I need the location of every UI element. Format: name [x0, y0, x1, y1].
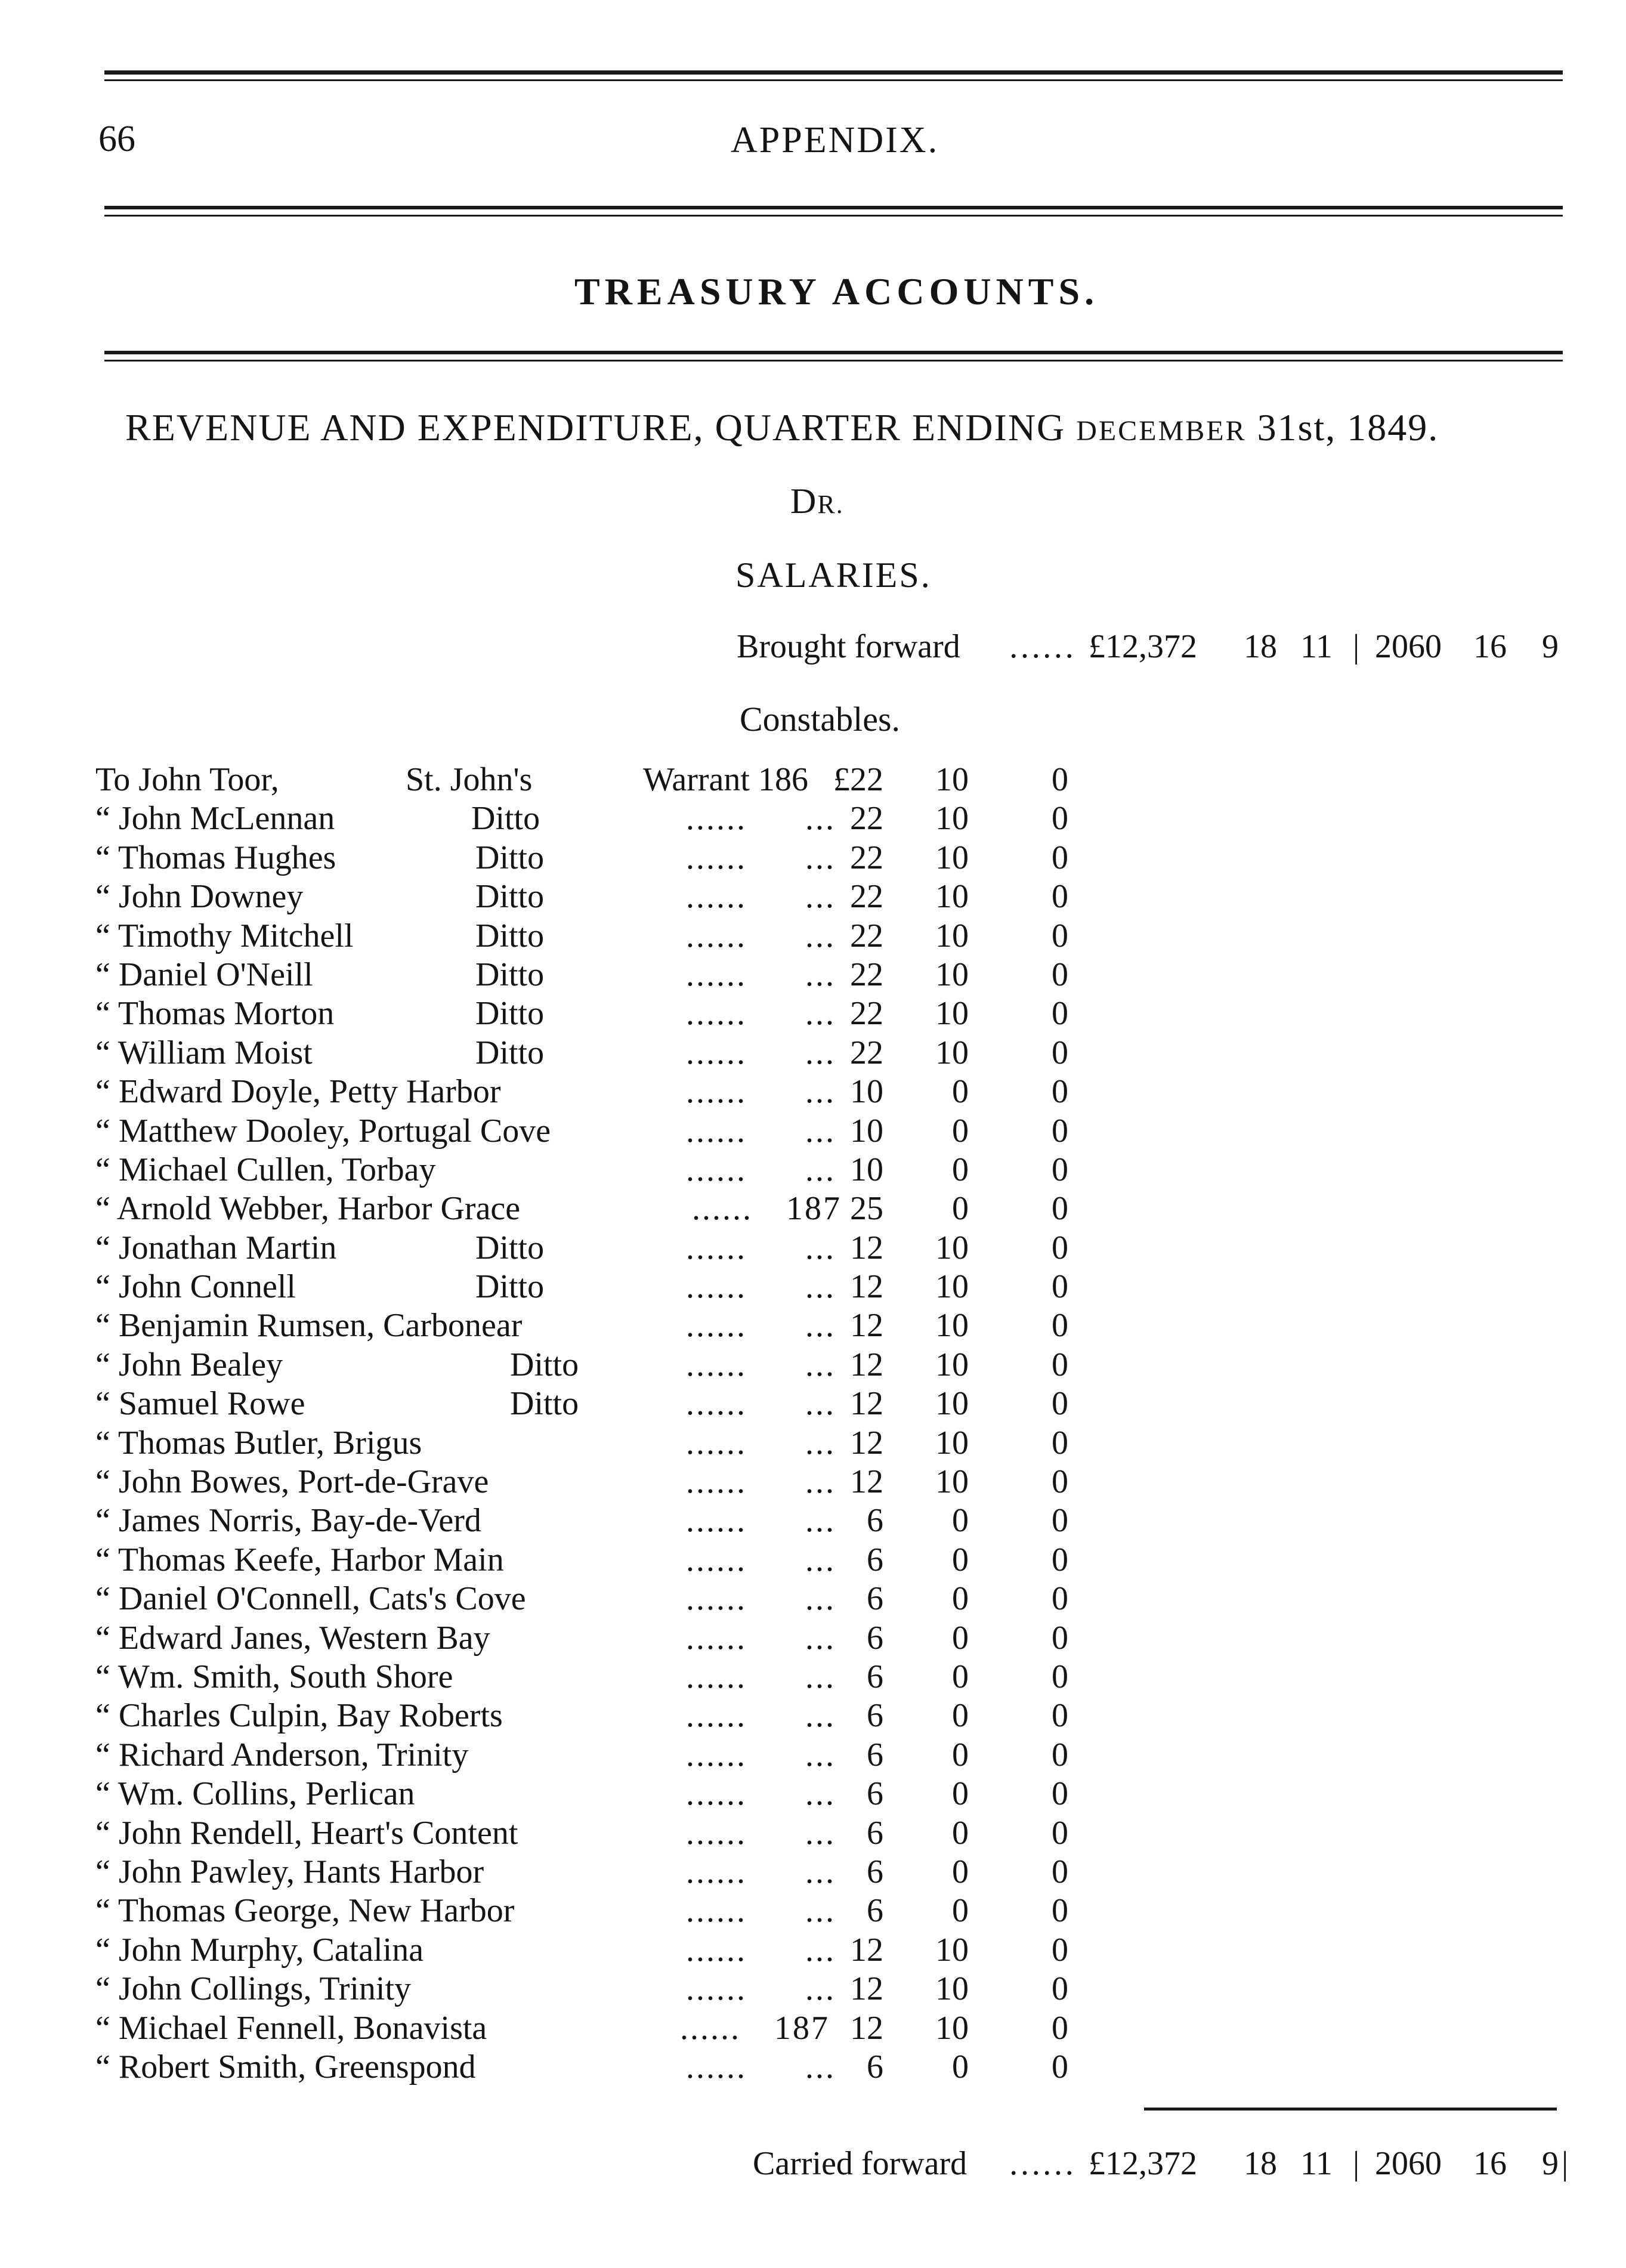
- entry-pence: 0: [1052, 2048, 1068, 2085]
- entry-pounds: 12: [850, 1970, 883, 2008]
- entry-pence: 0: [1052, 1151, 1068, 1188]
- entry-ellipsis: ...: [805, 1424, 836, 1461]
- entry-pence: 0: [1052, 1658, 1068, 1695]
- entry-name: “ John Bealey: [95, 1346, 283, 1383]
- entry-ellipsis: ...: [805, 1931, 836, 1969]
- entry-dots: ......: [686, 878, 747, 916]
- entry-shillings: 10: [935, 878, 969, 916]
- entry-ellipsis: ...: [805, 878, 836, 916]
- entry-name: “ John Murphy, Catalina: [95, 1931, 424, 1969]
- ledger-row: [0, 1073, 1626, 1111]
- entry-shillings: 10: [935, 2009, 969, 2047]
- entry-ellipsis: ...: [805, 1073, 836, 1111]
- carried-forward-shillings: 18: [1244, 2145, 1277, 2182]
- ledger-row: [0, 799, 1626, 838]
- ledger-row: [0, 1034, 1626, 1073]
- entry-pounds: 6: [867, 1541, 883, 1578]
- entry-location: Ditto: [475, 917, 545, 954]
- entry-dots: ......: [686, 956, 747, 993]
- ledger-row: [0, 1306, 1626, 1345]
- entry-shillings: 10: [935, 1307, 969, 1345]
- entry-dots: ......: [686, 1697, 747, 1735]
- entry-ellipsis: ...: [805, 1775, 836, 1813]
- entry-pence: 0: [1052, 761, 1068, 798]
- ledger-row: [0, 1385, 1626, 1423]
- entry-name: “ Michael Cullen, Torbay: [95, 1151, 436, 1188]
- entry-name: “ Charles Culpin, Bay Roberts: [95, 1697, 503, 1735]
- entry-shillings: 10: [935, 1385, 969, 1423]
- ledger-row: [0, 2048, 1626, 2087]
- entry-pounds: 22: [850, 995, 883, 1033]
- ledger-row: [0, 1892, 1626, 1930]
- entry-dots: ......: [692, 1190, 753, 1228]
- entry-pounds: 25: [850, 1190, 883, 1228]
- entry-ellipsis: ...: [805, 1151, 836, 1188]
- entry-name: “ Thomas George, New Harbor: [95, 1892, 515, 1930]
- ledger-row: [0, 1501, 1626, 1540]
- ledger-row: [0, 1658, 1626, 1697]
- entry-shillings: 0: [952, 1697, 969, 1735]
- entry-pence: 0: [1052, 1736, 1068, 1773]
- entry-name: “ John Collings, Trinity: [95, 1970, 412, 2008]
- entry-dots: ......: [686, 1970, 747, 2008]
- entry-pence: 0: [1052, 1463, 1068, 1501]
- entry-dots: ......: [686, 839, 747, 876]
- entry-pence: 0: [1052, 839, 1068, 876]
- entry-name: “ Thomas Morton: [95, 995, 335, 1033]
- entry-pounds: 6: [867, 1892, 883, 1930]
- ledger-row: [0, 1541, 1626, 1580]
- heading-month: DECEMBER: [1076, 415, 1247, 447]
- ledger-row: [0, 761, 1626, 799]
- heading-main: REVENUE AND EXPENDITURE, QUARTER ENDING: [125, 406, 1066, 449]
- ledger-row: [0, 956, 1626, 994]
- entry-shillings: 0: [952, 1736, 969, 1773]
- entry-pounds: 6: [867, 2048, 883, 2085]
- entry-shillings: 0: [952, 1502, 969, 1540]
- entry-ellipsis: ...: [805, 1619, 836, 1657]
- entry-pence: 0: [1052, 1502, 1068, 1540]
- entry-name: “ James Norris, Bay-de-Verd: [95, 1502, 481, 1540]
- entry-dots: ......: [686, 1229, 747, 1266]
- revenue-expenditure-heading: [125, 406, 1439, 450]
- entry-ellipsis: ...: [805, 917, 836, 954]
- brought-forward-label: Brought forward: [737, 628, 960, 665]
- entry-name: “ Thomas Keefe, Harbor Main: [95, 1541, 504, 1578]
- entry-pence: 0: [1052, 1970, 1068, 2008]
- ledger-row: [0, 1853, 1626, 1892]
- entry-name: “ Daniel O'Neill: [95, 956, 313, 993]
- entry-shillings: 10: [935, 1346, 969, 1383]
- debit-side-label: [790, 481, 844, 522]
- ledger-row: [0, 1268, 1626, 1306]
- entry-shillings: 0: [952, 2048, 969, 2085]
- entry-ellipsis: ...: [805, 1853, 836, 1890]
- entry-pence: 0: [1052, 1892, 1068, 1930]
- entry-ellipsis: ...: [805, 1034, 836, 1071]
- entry-shillings: 10: [935, 995, 969, 1033]
- entry-shillings: 10: [935, 1424, 969, 1461]
- entry-dots: ......: [686, 1502, 747, 1540]
- entry-pence: 0: [1052, 1034, 1068, 1071]
- entry-dots: ......: [686, 1034, 747, 1071]
- entry-dots: ......: [686, 1307, 747, 1345]
- entry-shillings: 0: [952, 1073, 969, 1111]
- entry-pence: 0: [1052, 1268, 1068, 1306]
- entry-pence: 0: [1052, 1619, 1068, 1657]
- entry-shillings: 10: [935, 1931, 969, 1969]
- entry-name: “ Daniel O'Connell, Cats's Cove: [95, 1580, 526, 1618]
- entry-dots: ......: [686, 1112, 747, 1150]
- entry-pounds: 6: [867, 1502, 883, 1540]
- carried-forward-pence: 11: [1300, 2145, 1333, 2182]
- entry-shillings: 10: [935, 761, 969, 798]
- entry-shillings: 0: [952, 1112, 969, 1150]
- entry-ellipsis: ...: [805, 1814, 836, 1852]
- entry-name: To John Toor,: [95, 761, 279, 798]
- brought-forward-row: [0, 628, 1626, 675]
- entry-dots: ......: [686, 1424, 747, 1461]
- entry-dots: ......: [686, 1151, 747, 1188]
- entry-ellipsis: ...: [805, 956, 836, 993]
- entry-pence: 0: [1052, 1307, 1068, 1345]
- entry-pounds: 6: [867, 1814, 883, 1852]
- ledger-row: [0, 1189, 1626, 1228]
- ledger-row: [0, 917, 1626, 956]
- brought-forward-separator: |: [1353, 628, 1360, 665]
- entry-pounds: 22: [850, 839, 883, 876]
- entry-pence: 0: [1052, 1697, 1068, 1735]
- entry-pounds: 6: [867, 1658, 883, 1695]
- carried-forward-label: Carried forward: [753, 2145, 967, 2182]
- ledger-row: [0, 877, 1626, 916]
- entry-shillings: 0: [952, 1151, 969, 1188]
- entry-location: Ditto: [510, 1385, 579, 1423]
- entry-pounds: 22: [850, 1034, 883, 1071]
- entry-ellipsis: ...: [805, 1970, 836, 2008]
- entry-dots: ......: [680, 2009, 741, 2047]
- brought-forward-second-shillings: 16: [1473, 628, 1507, 665]
- entry-name: “ William Moist: [95, 1034, 313, 1071]
- entry-pence: 0: [1052, 1814, 1068, 1852]
- entry-name: “ Thomas Hughes: [95, 839, 336, 876]
- entry-shillings: 0: [952, 1814, 969, 1852]
- entry-location: Ditto: [471, 800, 540, 838]
- ledger-row: [0, 1970, 1626, 2009]
- entry-pence: 0: [1052, 1853, 1068, 1890]
- carried-forward-second-total: 2060: [1375, 2145, 1442, 2182]
- entry-pence: 0: [1052, 1424, 1068, 1461]
- entry-name: “ Edward Janes, Western Bay: [95, 1619, 490, 1657]
- ledger-row: [0, 1775, 1626, 1813]
- entry-dots: ......: [686, 1892, 747, 1930]
- entry-shillings: 0: [952, 1580, 969, 1618]
- entry-ellipsis: ...: [805, 1307, 836, 1345]
- entry-pounds: 12: [850, 1307, 883, 1345]
- title-rule-thick: [104, 351, 1563, 354]
- entry-name: “ Timothy Mitchell: [95, 917, 354, 954]
- entry-shillings: 10: [935, 917, 969, 954]
- entry-warrant: Warrant 186: [643, 761, 808, 798]
- entry-dots: ......: [686, 1853, 747, 1890]
- entry-shillings: 10: [935, 839, 969, 876]
- entry-ellipsis: ...: [805, 1736, 836, 1773]
- title-rule-thin: [104, 360, 1563, 361]
- entry-dots: ......: [686, 1541, 747, 1578]
- entry-dots: ......: [686, 1736, 747, 1773]
- entry-pounds: 22: [850, 956, 883, 993]
- entry-name: “ John Bowes, Port-de-Grave: [95, 1463, 489, 1501]
- entry-pounds: 22: [850, 800, 883, 838]
- carried-forward-second-shillings: 16: [1473, 2145, 1507, 2182]
- entry-shillings: 0: [952, 1658, 969, 1695]
- entry-dots: ......: [686, 995, 747, 1033]
- entry-shillings: 10: [935, 1970, 969, 2008]
- brought-forward-leader: ……: [1008, 628, 1075, 665]
- entry-pounds: 12: [850, 1229, 883, 1266]
- entry-pence: 0: [1052, 1190, 1068, 1228]
- head-rule-thick: [104, 206, 1563, 209]
- ledger-row: [0, 1736, 1626, 1775]
- carried-forward-leader: ……: [1008, 2145, 1075, 2182]
- entry-ellipsis: ...: [805, 839, 836, 876]
- entry-dots: ......: [686, 1814, 747, 1852]
- entry-pounds: 10: [850, 1151, 883, 1188]
- brought-forward-pence: 11: [1300, 628, 1333, 665]
- ledger-row: [0, 994, 1626, 1033]
- entry-name: “ John Downey: [95, 878, 304, 916]
- ledger-row: [0, 1424, 1626, 1463]
- section-title: TREASURY ACCOUNTS.: [574, 270, 1099, 313]
- entry-pounds: 6: [867, 1853, 883, 1890]
- entry-pounds: 6: [867, 1697, 883, 1735]
- carried-forward-trailing-separator: |: [1562, 2145, 1569, 2182]
- heading-year: 1849.: [1347, 406, 1439, 449]
- entry-pence: 0: [1052, 995, 1068, 1033]
- entry-shillings: 0: [952, 1619, 969, 1657]
- entry-dots: ......: [686, 917, 747, 954]
- entry-pence: 0: [1052, 1541, 1068, 1578]
- entry-pence: 0: [1052, 1931, 1068, 1969]
- entry-shillings: 10: [935, 1229, 969, 1266]
- entry-name: “ Michael Fennell, Bonavista: [95, 2009, 487, 2047]
- entry-pounds: 12: [850, 1424, 883, 1461]
- entry-pounds: 6: [867, 1775, 883, 1813]
- entry-location: Ditto: [475, 878, 545, 916]
- entry-dots: ......: [686, 1931, 747, 1969]
- entry-ellipsis: ...: [805, 1697, 836, 1735]
- entry-dots: ......: [686, 1268, 747, 1306]
- entry-dots: ......: [686, 1775, 747, 1813]
- entry-shillings: 0: [952, 1775, 969, 1813]
- entry-pence: 0: [1052, 878, 1068, 916]
- entry-ellipsis: ...: [805, 1502, 836, 1540]
- entry-pounds: 12: [850, 1268, 883, 1306]
- entry-pounds: 6: [867, 1736, 883, 1773]
- entry-dots: ......: [686, 800, 747, 838]
- entry-pounds: 12: [850, 1346, 883, 1383]
- entry-shillings: 10: [935, 956, 969, 993]
- ledger-row: [0, 1463, 1626, 1501]
- entry-ellipsis: ...: [805, 2048, 836, 2085]
- entry-name: “ Jonathan Martin: [95, 1229, 337, 1266]
- entry-ellipsis: 187: [786, 1190, 842, 1228]
- entry-name: “ Benjamin Rumsen, Carbonear: [95, 1307, 523, 1345]
- entry-shillings: 0: [952, 1892, 969, 1930]
- entry-location: St. John's: [406, 761, 533, 798]
- entry-shillings: 0: [952, 1541, 969, 1578]
- ledger-row: [0, 1814, 1626, 1853]
- entry-location: Ditto: [475, 956, 545, 993]
- ledger-row: [0, 1619, 1626, 1658]
- entry-ellipsis: ...: [805, 1346, 836, 1383]
- entry-location: Ditto: [475, 1268, 545, 1306]
- page-number: 66: [98, 119, 135, 159]
- entry-pence: 0: [1052, 2009, 1068, 2047]
- entry-ellipsis: ...: [805, 1580, 836, 1618]
- entry-name: “ Samuel Rowe: [95, 1385, 305, 1423]
- entry-ellipsis: ...: [805, 1385, 836, 1423]
- entry-pounds: 12: [850, 2009, 883, 2047]
- entry-ellipsis: ...: [805, 1892, 836, 1930]
- entry-ellipsis: ...: [805, 1229, 836, 1266]
- carried-forward-row: [0, 2145, 1626, 2192]
- entry-ellipsis: ...: [805, 1658, 836, 1695]
- entry-location: Ditto: [510, 1346, 579, 1383]
- ledger-row: [0, 1697, 1626, 1735]
- entry-pounds: 22: [850, 917, 883, 954]
- brought-forward-shillings: 18: [1244, 628, 1277, 665]
- entry-pence: 0: [1052, 1580, 1068, 1618]
- entry-pounds: £22: [833, 761, 883, 798]
- entry-pence: 0: [1052, 1229, 1068, 1266]
- entry-ellipsis: ...: [805, 995, 836, 1033]
- running-head: APPENDIX.: [731, 120, 939, 160]
- entry-shillings: 10: [935, 1463, 969, 1501]
- entry-pence: 0: [1052, 1112, 1068, 1150]
- entry-dots: ......: [686, 1346, 747, 1383]
- heading-day: 31st,: [1257, 406, 1337, 449]
- entry-pounds: 12: [850, 1463, 883, 1501]
- entry-pence: 0: [1052, 917, 1068, 954]
- entry-pounds: 10: [850, 1112, 883, 1150]
- entry-dots: ......: [686, 2048, 747, 2085]
- entry-shillings: 10: [935, 800, 969, 838]
- entry-ellipsis: ...: [805, 1112, 836, 1150]
- entry-dots: ......: [686, 1658, 747, 1695]
- entry-ellipsis: ...: [805, 800, 836, 838]
- entry-pounds: 6: [867, 1580, 883, 1618]
- entry-shillings: 0: [952, 1190, 969, 1228]
- ledger-row: [0, 1151, 1626, 1189]
- entry-pounds: 22: [850, 878, 883, 916]
- entry-location: Ditto: [475, 1229, 545, 1266]
- ledger-row: [0, 2009, 1626, 2048]
- ledger-row: [0, 1112, 1626, 1151]
- ledger-row: [0, 1346, 1626, 1385]
- entry-location: Ditto: [475, 1034, 545, 1071]
- entry-ellipsis: ...: [805, 1541, 836, 1578]
- carried-forward-separator: |: [1353, 2145, 1360, 2182]
- top-rule-thin: [104, 79, 1563, 81]
- entry-name: “ Arnold Webber, Harbor Grace: [95, 1190, 521, 1228]
- entry-pence: 0: [1052, 1775, 1068, 1813]
- entry-pence: 0: [1052, 956, 1068, 993]
- entry-shillings: 0: [952, 1853, 969, 1890]
- ledger-row: [0, 1229, 1626, 1268]
- entry-name: “ Wm. Collins, Perlican: [95, 1775, 415, 1813]
- entry-pence: 0: [1052, 1346, 1068, 1383]
- entry-pounds: 12: [850, 1385, 883, 1423]
- entry-dots: ......: [686, 1580, 747, 1618]
- entry-ellipsis: ...: [805, 1268, 836, 1306]
- entry-pence: 0: [1052, 1073, 1068, 1111]
- entry-ellipsis: 187: [774, 2009, 830, 2047]
- entry-dots: ......: [686, 1619, 747, 1657]
- ledger-row: [0, 1580, 1626, 1618]
- brought-forward-second-pence: 9: [1542, 628, 1559, 665]
- total-rule: [1144, 2108, 1557, 2111]
- entry-name: “ Thomas Butler, Brigus: [95, 1424, 422, 1461]
- entry-name: “ John Connell: [95, 1268, 296, 1306]
- entry-shillings: 10: [935, 1268, 969, 1306]
- debit-first: D: [790, 481, 818, 521]
- ledger-row: [0, 839, 1626, 877]
- entry-name: “ John Rendell, Heart's Content: [95, 1814, 518, 1852]
- entry-name: “ John McLennan: [95, 800, 335, 838]
- brought-forward-pounds: £12,372: [1089, 628, 1197, 665]
- debit-rest: R.: [817, 490, 844, 519]
- entry-name: “ Robert Smith, Greenspond: [95, 2048, 476, 2085]
- top-rule-thick: [104, 70, 1563, 75]
- entry-pounds: 10: [850, 1073, 883, 1111]
- entry-location: Ditto: [475, 839, 545, 876]
- entry-name: “ Wm. Smith, South Shore: [95, 1658, 453, 1695]
- entry-pounds: 12: [850, 1931, 883, 1969]
- head-rule-thin: [104, 215, 1563, 217]
- entry-name: “ Matthew Dooley, Portugal Cove: [95, 1112, 551, 1150]
- entry-dots: ......: [686, 1385, 747, 1423]
- carried-forward-pounds: £12,372: [1089, 2145, 1197, 2182]
- entry-pence: 0: [1052, 800, 1068, 838]
- entry-pence: 0: [1052, 1385, 1068, 1423]
- entry-name: “ Richard Anderson, Trinity: [95, 1736, 469, 1773]
- entry-name: “ John Pawley, Hants Harbor: [95, 1853, 484, 1890]
- ledger-row: [0, 1931, 1626, 1970]
- entry-location: Ditto: [475, 995, 545, 1033]
- brought-forward-second-total: 2060: [1375, 628, 1442, 665]
- entry-dots: ......: [686, 1073, 747, 1111]
- entry-name: “ Edward Doyle, Petty Harbor: [95, 1073, 501, 1111]
- constables-ledger: [0, 761, 1626, 2087]
- entry-dots: ......: [686, 1463, 747, 1501]
- salaries-heading: SALARIES.: [735, 555, 932, 595]
- entry-shillings: 10: [935, 1034, 969, 1071]
- entry-ellipsis: ...: [805, 1463, 836, 1501]
- carried-forward-second-pence: 9: [1542, 2145, 1559, 2182]
- constables-heading: Constables.: [740, 700, 901, 739]
- entry-pounds: 6: [867, 1619, 883, 1657]
